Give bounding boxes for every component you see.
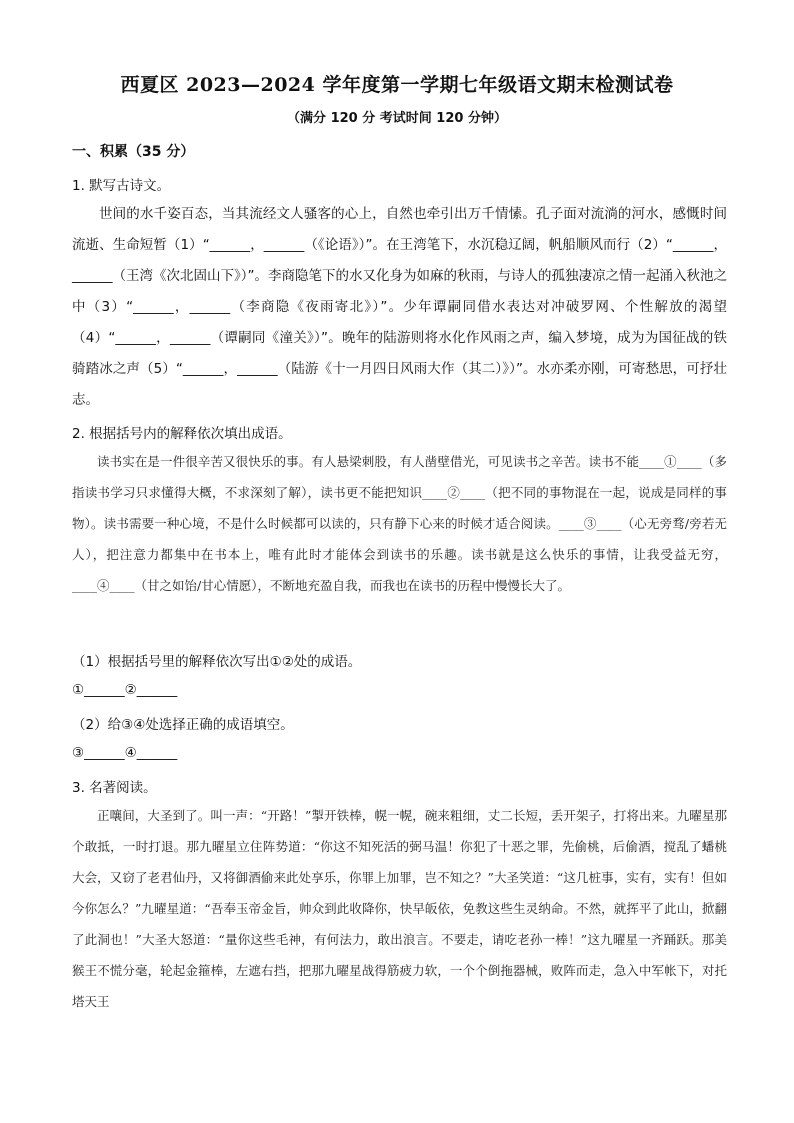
question-3-text: 正嚷间，大圣到了。叫一声：“开路！”掣开铁棒，幌一幌，碗来粗细，丈二长短，丢开架子，打将出来。九曜星那个敢抵，一时打退。那九曜星立住阵势道：“你这不知死活的弼马温！你犯了十恶之罪，先偷桃，后偷酒，搅乱了蟠桃大会，又窃了老君仙丹，又将御酒偷来此处享乐，你罪上加罪，岂不知之？”大圣笑道：“这几桩事，实有，实有！但如今你怎么？”九曜星道：“吾奉玉帝金旨，帅众到此收降你，快早皈依，免教这些生灵纳命。不然，就挥平了此山，掀翻了此洞也！”大圣大怒道：“量你这些毛神，有何法力，敢出浪言。不要走，请吃老孙一棒！”这九曜星一齐踊跃。那美猴王不慌分毫，轮起金箍棒，左遮右挡，把那九曜星战得筋疲力软，一个个倒拖器械，败阵而走，急入中军帐下，对托塔天王 bbox=[72, 808, 727, 1009]
exam-subtitle: （满分 120 分 考试时间 120 分钟） bbox=[287, 111, 507, 126]
question-2-label: 2. 根据括号内的解释依次填出成语。 bbox=[72, 426, 292, 442]
question-1-passage bbox=[72, 199, 727, 416]
question-1-label: 1. 默写古诗文。 bbox=[72, 178, 171, 194]
question-2-sub2: （2）给③④处选择正确的成语填空。 bbox=[72, 717, 294, 733]
question-2-sub2-blanks[interactable]: ③______④______ bbox=[72, 745, 178, 761]
exam-title: 西夏区 2023—2024 学年度第一学期七年级语文期末检测试卷 bbox=[120, 74, 674, 96]
question-1-text: 世间的水千姿百态，当其流经文人骚客的心上，自然也牵引出万千情愫。孔子面对流淌的河水，感慨时间流逝、生命短暂（1）“______，______（《论语》）”。在王湾笔下，水沉稳辽阔，帆船顺风而行（2）“______，______（王湾《次北固山下》）”。李商隐笔下的水又化身为如麻的秋雨，与诗人的孤独凄凉之情一起涌入秋池之中（3）“______，______（李商隐《夜雨寄北》）”。少年谭嗣同借水表达对冲破罗网、个性解放的渴望（4）“______，______（谭嗣同《潼关》）”。晚年的陆游则将水化作风雨之声，编入梦境，成为为国征战的铁骑踏冰之声（5）“______，______（陆游《十一月四日风雨大作（其二）》）”。水亦柔亦刚，可寄愁思，可抒壮志。 bbox=[72, 206, 727, 408]
question-2-sub1-blanks[interactable]: ①______②______ bbox=[72, 682, 178, 698]
question-3-label: 3. 名著阅读。 bbox=[72, 780, 157, 796]
question-3-passage bbox=[72, 800, 727, 1017]
question-2-passage bbox=[72, 446, 727, 601]
question-2-sub1: （1）根据括号里的解释依次写出①②处的成语。 bbox=[72, 654, 362, 670]
question-2-text: 读书实在是一件很辛苦又很快乐的事。有人悬梁刺股，有人凿壁借光，可见读书之辛苦。读书不能____①____（多指读书学习只求懂得大概，不求深刻了解），读书更不能把知识____②____（把不同的事物混在一起，说成是同样的事物）。读书需要一种心境，不是什么时候都可以读的，只有静下心来的时候才适合阅读。____③____（心无旁骛/旁若无人），把注意力都集中在书本上，唯有此时才能体会到读书的乐趣。读书就是这么快乐的事情，让我受益无穷，____④____（甘之如饴/甘心情愿），不断地充盈自我，而我也在读书的历程中慢慢长大了。 bbox=[72, 454, 727, 593]
section-heading-accumulation: 一、积累（35 分） bbox=[72, 144, 195, 160]
